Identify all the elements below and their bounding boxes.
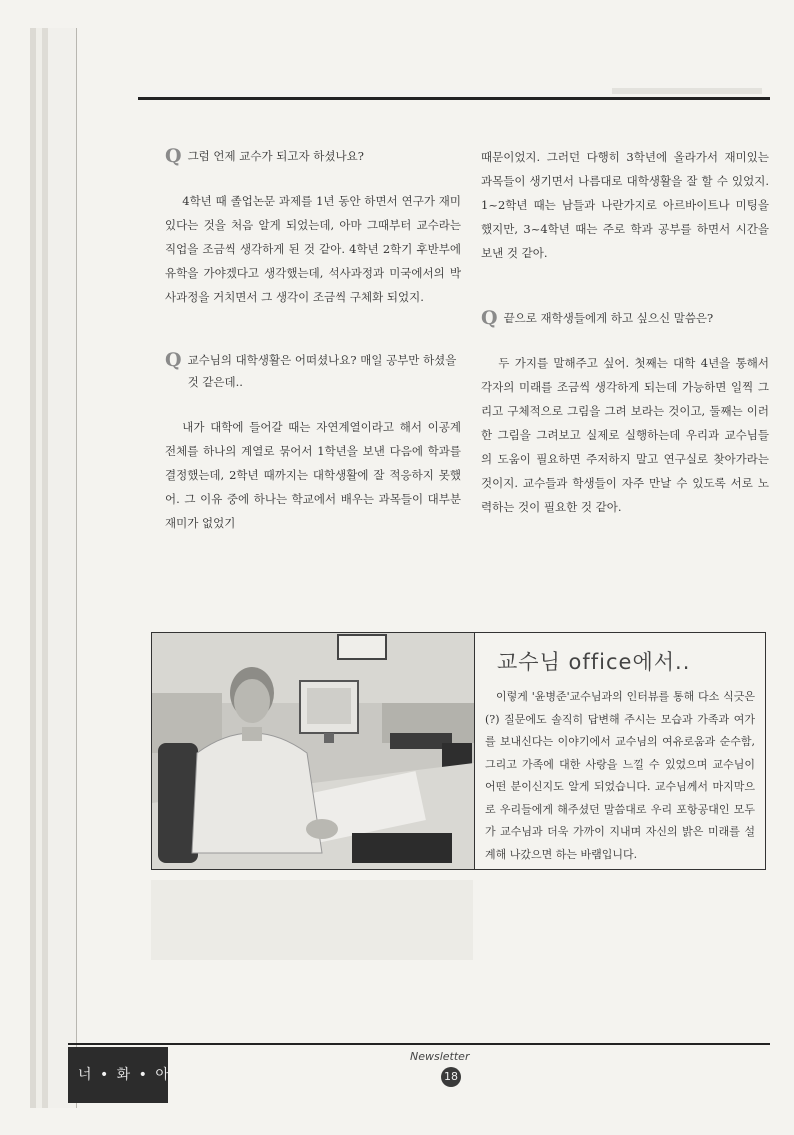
newsletter-label: Newsletter [410,1050,470,1063]
left-column [165,145,461,535]
question-2 [165,349,461,393]
photo-illustration [152,633,474,869]
right-column [481,145,769,519]
office-text: 이렇게 '윤병준'교수님과의 인터뷰를 통해 다소 식긋은 (?) 질문에도 솔직히 답변해 주시는 모습과 가족과 여가를 보내신다는 이야기에서 교수님의 여유로움과 순수함, 그리고 가족에 대한 사랑을 느낄 수 있었으며 교수님이 어떤 분이신지도 알게 되었습니다. 교수님께서 마지막으로 우리들에게 해주셨던 말씀대로 우리 포항공대인 모두가 교수님과 더욱 가까이 지내며 자신의 밝은 미래를 설계해 나갔으면 하는 바램입니다. [485,690,755,861]
question-3 [481,307,769,329]
answer-1: 4학년 때 졸업논문 과제를 1년 동안 하면서 연구가 재미있다는 것을 처음 알게 되었는데, 아마 그때부터 교수라는 직업을 조금씩 생각하게 된 것 같아. 4학년 2학기 후반부에 유학을 가야겠다고 생각했는데, 석사과정과 미국에서의 박사과정을 거치면서 그 생각이 조금씩 구체화 되었지. [165,194,461,304]
q-mark: Q [165,145,182,167]
page-edge-stack [30,28,77,1108]
answer-2-continued: 때문이었지. 그러던 다행히 3학년에 올라가서 재미있는 과목들이 생기면서 나름대로 대학생활을 잘 할 수 있었지. 1~2학년 때는 남들과 나란가지로 아르바이트나 미팅을 했지만, 3~4학년 때는 주로 학과 공부를 하면서 시간을 보낸 것 같아. [481,150,769,260]
question-1-text: 그럼 언제 교수가 되고자 하셨나요? [187,149,364,163]
answer-3: 두 가지를 말해주고 싶어. 첫째는 대학 4년을 통해서 각자의 미래를 조금씩 생각하게 되는데 가능하면 일찍 그리고 구체적으로 그림을 그려 보라는 것이고, 둘째는 이러한 그림을 그려보고 실제로 실행하는데 우리과 교수님들의 도움이 필요하면 주저하지 말고 연구실로 찾아가라는 것이지. 교수들과 학생들이 자주 만날 수 있도록 서로 노력하는 것이 필요한 것 같아. [481,356,769,514]
page-number: 18 [441,1067,461,1087]
header-faint-strip [612,88,762,94]
office-title: 교수님 office에서.. [497,650,691,674]
question-3-text: 끝으로 재학생들에게 하고 싶으신 말씀은? [503,311,714,325]
question-1 [165,145,461,167]
bottom-rule [68,1043,770,1045]
question-2-text: 교수님의 대학생활은 어떠셨나요? 매일 공부만 하셨을 것 같은데.. [187,353,457,389]
q-mark: Q [165,349,182,371]
top-rule [138,97,770,100]
q-mark: Q [481,307,498,329]
professor-office-photo [152,633,475,869]
footer-label: 너 • 화 • 아 [78,1067,171,1083]
faint-showthrough [151,880,473,960]
answer-2: 내가 대학에 들어갈 때는 자연계열이라고 해서 이공계 전체를 하나의 계열로 묶어서 1학년을 보낸 다음에 학과를 결정했는데, 2학년 때까지는 대학생활에 잘 적응하지 못했어. 그 이유 중에 하나는 학교에서 배우는 과목들이 대부분 재미가 없었기 [165,420,461,530]
